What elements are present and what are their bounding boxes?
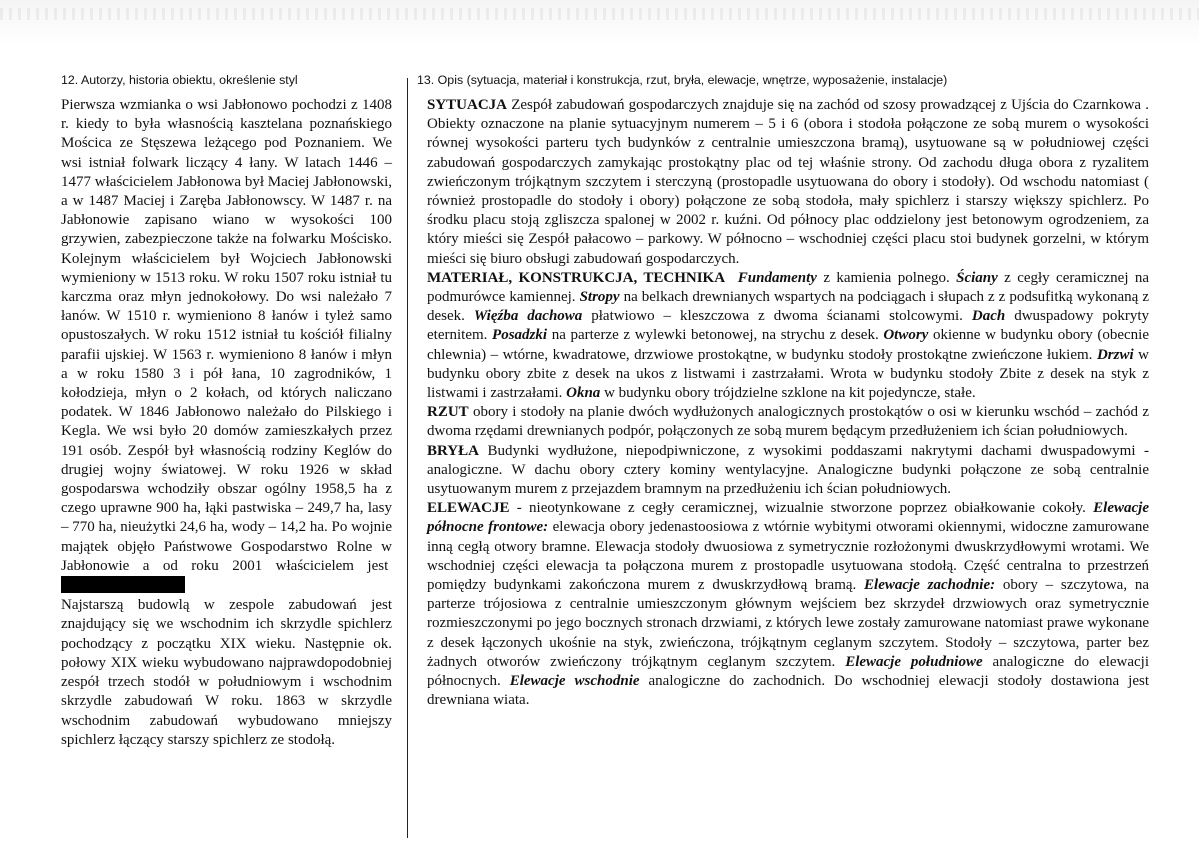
buildings-history-paragraph: Najstarszą budowlą w zespole zabudowań jest znajdujący się we wschodnim ich skrzydle spichlerz pochodzący z początku XIX wieku. Następnie ok. połowy XIX wieku wybudowano najprawdopodobniej zespół trzech stodół w południowym i wschodnim skrzydle zabudowań W roku. 1863 w skrzydle wschodnim zabudowań wybudowano mniejszy spichlerz łączący starszy spichlerz ze stodołą. [61, 597, 392, 748]
posadzki-label: Posadzki [492, 327, 548, 344]
rzut-heading: RZUT [427, 404, 469, 421]
elewacje-poludniowe-text: analogiczne do elewacji północnych. [427, 653, 1149, 690]
section-13-header: 13. Opis (sytuacja, materiał i konstrukcja, rzut, bryła, elewacje, wnętrze, wyposażenie, instalacje) [417, 73, 948, 87]
elewacje-zachodnie-label: Elewacje zachodnie: [864, 577, 996, 594]
elewacje-poludniowe-label: Elewacje południowe [845, 653, 983, 670]
elewacje-polnocne-text: elewacja obory jedenastoosiowa z wtórnie wybitymi otworami okiennymi, widoczne zamurowane inną cegłą otwory bramne. Elewacja stodoły dwuosiowa z symetrycznie rozłożonymi dwuskrzydłowymi wrotami. We wschodniej części elewacja ta połączona murem z prostopadle usytuowana stodołą. Część centralna to przestrzeń pomiędzy budynkami zakończona murem z dwuskrzydłową bramą. [427, 519, 1149, 594]
fundamenty-label: Fundamenty [737, 269, 817, 286]
wiezba-text: płatwiowo – kleszczowa z dwoma ścianami stolcowymi. [582, 308, 972, 325]
column-divider [407, 78, 408, 838]
stropy-label: Stropy [579, 289, 620, 306]
redacted-owner-name [61, 576, 185, 593]
otwory-label: Otwory [883, 327, 929, 344]
elewacje-zachodnie-text: obory – szczytowa, na parterze trójosiowa z centralnie umieszczonym głównym wejściem bez skrzydeł drzwiowych oraz symetrycznie rozmieszczonymi po jego bocznych stronach drzwiami, z których lewe zostały zamurowane natomiast prawe wykonane z desek łączonych ukośnie na styk, zwieńczona, trójkątnym ceglanym szczytem. Stodoły – szczytowa, parter bez żadnych otworów zwieńczony trójkątnym ceglanym szczytem. [427, 577, 1149, 670]
elewacje-polnocne-label: Elewacje północne frontowe: [427, 500, 1149, 536]
history-text: Pierwsza wzmianka o wsi Jabłonowo pochodzi z 1408 r. kiedy to była własnością kasztelana poznańskiego Mościca ze Stęszewa leżącego pod Poznaniem. We wsi istniał folwark liczący 4 łany. W latach 1446 – 1477 właścicielem Jabłonowa był Maciej Jabłonowski, a w 1487 Maciej i Zaręba Jabłonowscy. W 1487 r. na Jabłonowie zapisano wiano w wysokości 100 grzywien, zabezpieczone także na folwarku Mościsko. Kolejnym właścicielem był Wojciech Jabłonowski wymieniony w 1513 roku. W roku 1507 roku istniał tu karczma oraz młyn jednokołowy. Do wsi należało 7 łanów. W 1510 r. wymieniono 8 łanów i tyleż samo opustoszałych. W roku 1512 istniał tu kościół filialny parafii ujskiej. W 1563 r. wymieniono 8 łanów i młyn a w roku 1580 3 i pół łana, 10 zagrodników, 1 kołodzieja, młyn o 2 kołach, od których naliczano podatek. W 1846 Jabłonowo należało do Pilskiego i Kegla. We wsi było 20 domów zamieszkałych przez 191 osób. Zespół był własnością rodziny Keglów do drugiej wojny światowej. W roku 1926 w skład gospodarswa wchodziły obszar ogólny 1958,5 ha z czego uprawne 900 ha, łąki pastwiska – 249,7 ha, lasy – 770 ha, nieużytki 24,6 ha, wody – 14,2 ha. Po wojnie majątek objęło Państwowe Gospodarstwo Rolne w Jabłonowie a od roku 2001 właścicielem jest [61, 97, 392, 574]
history-column [61, 96, 392, 750]
elewacje-wschodnie-label: Elewacje wschodnie [509, 673, 640, 690]
rzut-paragraph [427, 403, 1149, 441]
sytuacja-text: Zespół zabudowań gospodarczych znajduje się na zachód od szosy prowadzącej z Ujścia do Czarnkowa . Obiekty oznaczone na planie sytuacyjnym numerem – 5 i 6 (obora i stodoła połączone ze sobą murem o wysokości równej wysokości parteru tych budynków z centralnie umieszczona bramą), usytuowane są w południowej części zabudowań gospodarczych zamykając prostokątny plac od tej właśnie strony. Od zachodu długa obora z ryzalitem zwieńczonym trójkątnym szczytem i sterczyną (prostopadle usytuowana do obory i stodoły). Od wschodu natomiast ( również prostopadle do stodoły i obory) połączone ze sobą stodoła, mały spichlerz i starszy większy spichlerz. Po środku placu stoją zgliszcza spalonej w 2002 r. kuźni. Od północy plac oddzielony jest betonowym ogrodzeniem, za który mieści się Zespół pałacowo – parkowy. W północno – wschodniej części placu stoi budynek gorzelni, w którym mieści się biuro obsługi zabudowań gospodarczych. [427, 97, 1149, 267]
stropy-text: na belkach drewnianych wspartych na podciągach i słupach z z podsufitką wykonaną z desek. [427, 289, 1149, 325]
sciany-label: Ściany [956, 269, 998, 286]
dach-text: dwuspadowy pokryty eternitem. [427, 308, 1149, 344]
elewacje-wschodnie-text: analogiczne do zachodnich. Do wschodniej elewacji stodoły dostawiona jest drewniana wiata. [427, 673, 1149, 709]
section-12-header: 12. Autorzy, historia obiektu, określenie styl [61, 73, 298, 87]
wiezba-label: Więźba dachowa [473, 308, 583, 325]
scan-noise-strip [0, 8, 1199, 20]
scan-top-margin [0, 0, 1199, 44]
bryla-paragraph [427, 442, 1149, 500]
bryla-text: Budynki wydłużone, niepodpiwniczone, z wysokimi poddaszami nakrytymi dachami dwuspadowymi - analogiczne. W dachu obory cztery kominy wentylacyjne. Analogiczne budynki połączone ze sobą centralnie usytuowanym murem z przejazdem bramnym na przedłużeniu ich ścian południowych. [427, 442, 1149, 498]
dach-label: Dach [971, 308, 1006, 325]
drzwi-text: w budynku obory zbite z desek na ukos z listwami i zastrzałami. Wrota w budynku stodoły Zbite z desek na styk z listwami i zastrzałami. [427, 346, 1149, 402]
otwory-text: okienne w budynku obory (obecnie chlewnia) – wtórne, kwadratowe, drzwiowe prostokątne, w budynku stodoły prostokątne zwieńczone łukiem. [427, 327, 1149, 363]
material-paragraph [427, 269, 1149, 403]
elewacje-paragraph [427, 499, 1149, 710]
drzwi-label: Drzwi [1096, 346, 1134, 363]
elewacje-heading: ELEWACJE [427, 500, 510, 517]
elewacje-intro: - nieotynkowane z cegły ceramicznej, wizualnie stworzone poprzez obiałkowanie cokoły. [509, 500, 1094, 517]
okna-label: Okna [566, 385, 601, 402]
history-paragraph [61, 96, 392, 596]
material-heading: MATERIAŁ, KONSTRUKCJA, TECHNIKA [427, 269, 726, 286]
sciany-text: z cegły ceramicznej na podmurówce kamiennej. [427, 269, 1150, 306]
okna-text: w budynku obory trójdzielne szklone na kit pojedyncze, stałe. [600, 385, 976, 402]
posadzki-text: na parterze z wylewki betonowej, na strychu z desek. [547, 327, 884, 344]
description-column [427, 96, 1149, 711]
sytuacja-heading: SYTUACJA [427, 97, 508, 113]
fundamenty-text: z kamienia polnego. [816, 269, 957, 286]
rzut-text: obory i stodoły na planie dwóch wydłużonych analogicznych prostokątów o osi w kierunku wschód – zachód z dwoma rzędami drewnianych podpór, połączonych ze sobą murem będącym przedłużeniem ich ścian południowych. [427, 404, 1149, 440]
bryla-heading: BRYŁA [427, 442, 479, 459]
sytuacja-paragraph [427, 96, 1149, 269]
